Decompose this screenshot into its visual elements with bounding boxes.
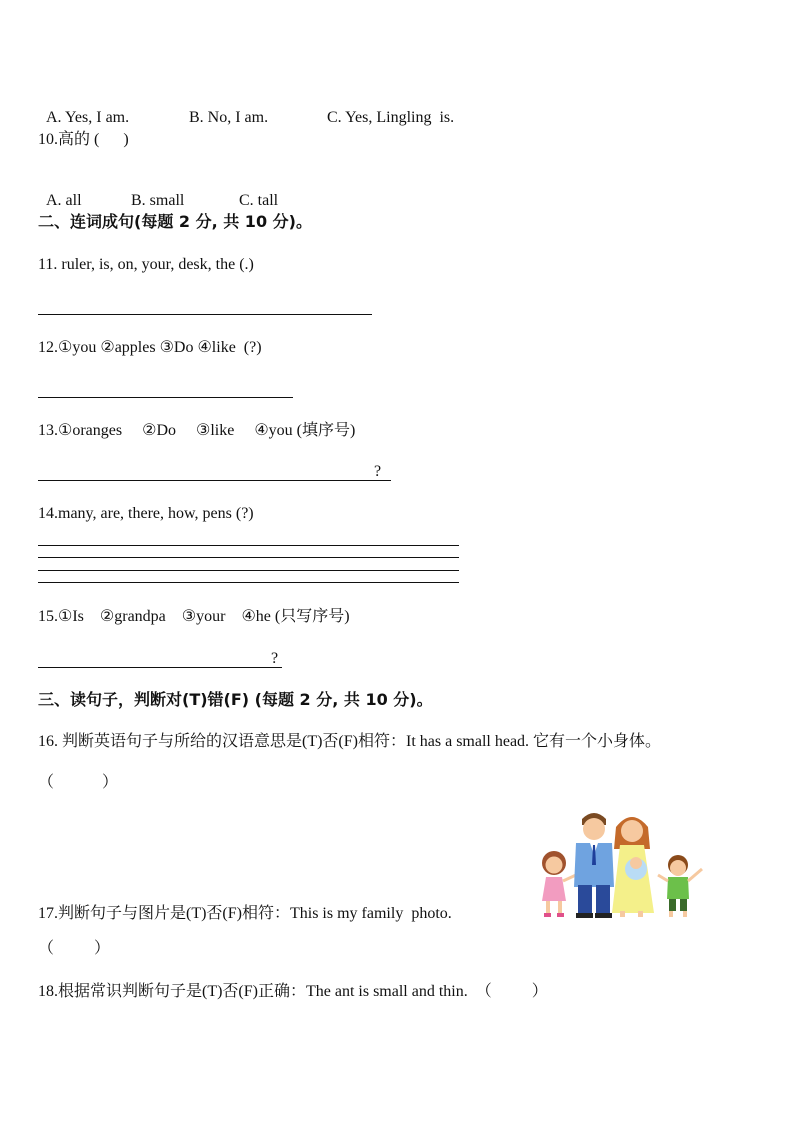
q18-stem: 18.根据常识判断句子是(T)否(F)正确：The ant is small and thin. （ ） [38, 983, 548, 1000]
q12-answer-line[interactable] [38, 397, 293, 398]
q11-answer-line[interactable] [38, 314, 372, 315]
q14-writing-line-2[interactable] [38, 557, 459, 558]
q14-writing-line-1[interactable] [38, 545, 459, 546]
q10-option-a: A. all [46, 192, 82, 209]
q14-stem: 14.many, are, there, how, pens (?) [38, 505, 254, 522]
q13-stem: 13.①oranges ②Do ③like ④you (填序号) [38, 422, 356, 439]
q9-option-a: A. Yes, I am. [46, 109, 130, 126]
girl-figure [542, 851, 576, 917]
q10-option-b: B. small [131, 192, 185, 209]
q10-option-c: C. tall [239, 192, 279, 209]
q11-stem: 11. ruler, is, on, your, desk, the (.) [38, 256, 254, 273]
boy-figure [658, 855, 702, 917]
q14-writing-line-3[interactable] [38, 570, 459, 571]
q9-option-c: C. Yes, Lingling is. [327, 109, 455, 126]
q13-question-mark: ? [374, 463, 382, 480]
q17-stem: 17.判断句子与图片是(T)否(F)相符：This is my family photo. [38, 905, 452, 922]
section-2-heading: 二、连词成句(每题 2 分, 共 10 分)。 [38, 212, 312, 231]
q9-options [38, 88, 454, 128]
q15-stem: 15.①Is ②grandpa ③your ④he (只写序号) [38, 608, 350, 625]
mom-figure [612, 817, 654, 917]
q16-answer-blank[interactable]: （ ） [38, 774, 119, 791]
q12-stem: 12.①you ②apples ③Do ④like (?) [38, 339, 262, 356]
q17-answer-blank[interactable]: （ ） [38, 940, 111, 957]
q10-stem: 10.高的 ( ) [38, 131, 129, 148]
q14-writing-line-4[interactable] [38, 582, 459, 583]
dad-figure [574, 813, 614, 918]
q15-answer-line[interactable] [38, 667, 282, 668]
q10-options [38, 171, 278, 211]
q9-option-b: B. No, I am. [189, 109, 269, 126]
family-illustration [532, 805, 714, 923]
q16-stem: 16. 判断英语句子与所给的汉语意思是(T)否(F)相符：It has a small head. 它有一个小身体。 [38, 733, 662, 750]
q13-answer-line[interactable] [38, 480, 391, 481]
section-3-heading: 三、读句子，判断对(T)错(F) (每题 2 分, 共 10 分)。 [38, 690, 433, 709]
q15-question-mark: ? [271, 650, 279, 667]
